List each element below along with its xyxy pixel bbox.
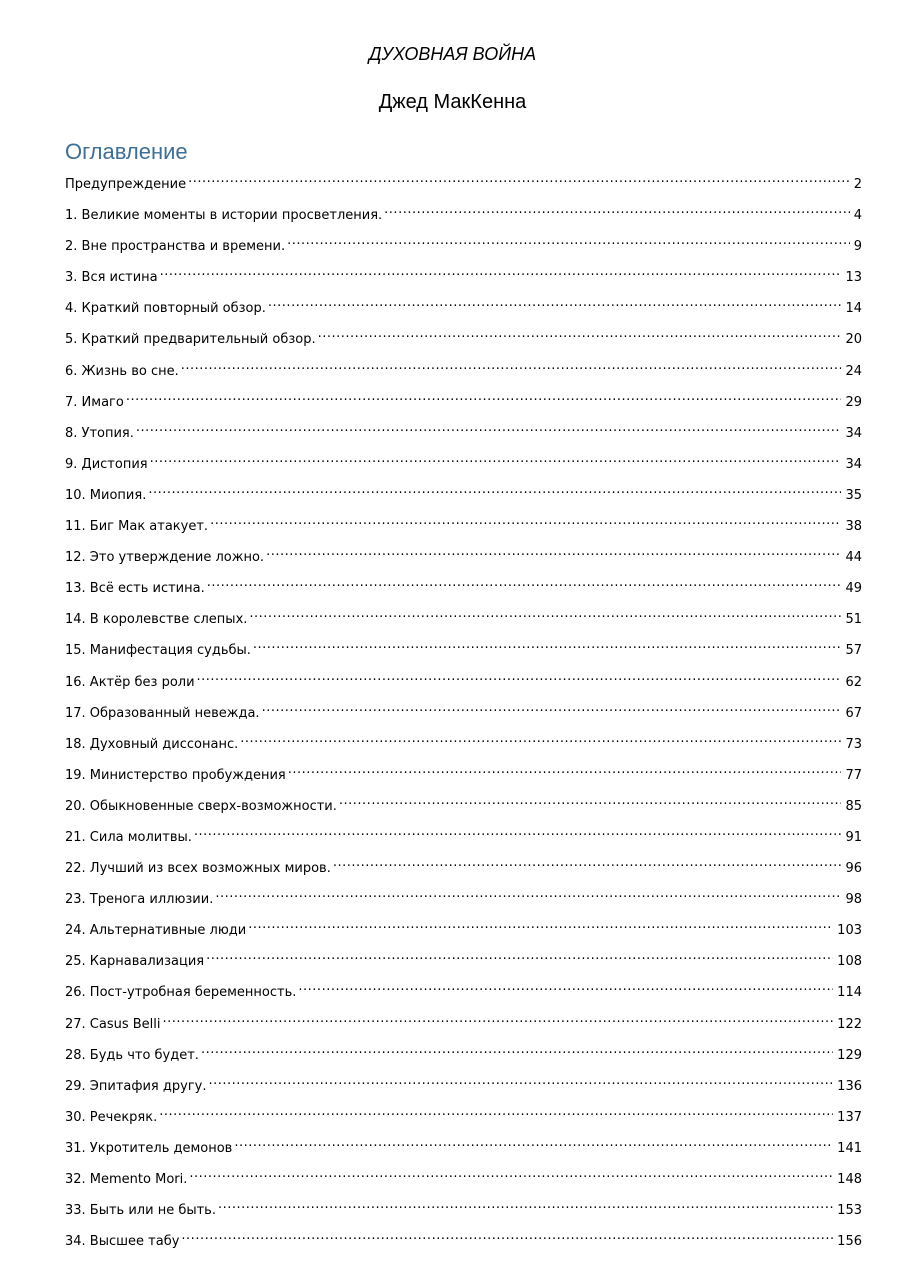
toc-entry-page-number: 44 <box>845 550 862 566</box>
toc-entry-page-number: 51 <box>845 612 862 628</box>
toc-entry[interactable] <box>65 1165 862 1196</box>
toc-entry-label: 16. Актёр без роли <box>65 674 195 690</box>
toc-dot-leader <box>136 419 842 437</box>
toc-entry-label: 17. Образованный невежда. <box>65 705 260 721</box>
toc-entry[interactable] <box>65 325 862 356</box>
toc-entry-page-number: 29 <box>845 394 862 410</box>
toc-entry[interactable] <box>65 1196 862 1227</box>
toc-entry-label: 11. Биг Мак атакует. <box>65 519 209 535</box>
toc-entry[interactable] <box>65 1072 862 1103</box>
document-author: Джед МакКенна <box>378 91 527 113</box>
toc-entry-page-number: 57 <box>845 643 862 659</box>
toc-dot-leader <box>201 1041 833 1059</box>
toc-entry-label: 32. Memento Mori. <box>65 1172 188 1187</box>
toc-dot-leader <box>268 294 842 312</box>
toc-entry-page-number: 9 <box>853 239 862 255</box>
toc-entry-label: 6. Жизнь во сне. <box>65 363 179 379</box>
toc-entry-label: 3. Вся истина <box>65 270 158 286</box>
toc-entry[interactable] <box>65 947 862 978</box>
toc-dot-leader <box>210 512 841 530</box>
toc-entry-page-number: 73 <box>845 736 862 752</box>
toc-entry-label: 2. Вне пространства и времени. <box>65 239 286 255</box>
toc-dot-leader <box>234 1134 833 1152</box>
toc-dot-leader <box>181 1227 833 1245</box>
toc-entry-page-number: 122 <box>837 1016 862 1032</box>
toc-entry[interactable] <box>65 543 862 574</box>
toc-entry[interactable] <box>65 1041 862 1072</box>
toc-dot-leader <box>159 1103 833 1121</box>
toc-entry[interactable] <box>65 232 862 263</box>
toc-dot-leader <box>215 885 841 903</box>
toc-dot-leader <box>150 450 842 468</box>
toc-dot-leader <box>206 947 833 965</box>
toc-dot-leader <box>160 263 842 281</box>
toc-entry-label: 28. Будь что будет. <box>65 1047 199 1063</box>
toc-entry-label: 19. Министерство пробуждения <box>65 767 286 783</box>
toc-list <box>65 170 862 1258</box>
toc-entry[interactable] <box>65 512 862 543</box>
toc-dot-leader <box>266 543 841 561</box>
toc-dot-leader <box>287 232 850 250</box>
toc-dot-leader <box>288 761 842 779</box>
toc-dot-leader <box>262 699 842 717</box>
toc-entry-label: Предупреждение <box>65 177 187 192</box>
toc-dot-leader <box>194 823 842 841</box>
toc-entry-label: 25. Карнавализация <box>65 954 205 970</box>
toc-heading: Оглавление <box>65 139 188 164</box>
toc-entry[interactable] <box>65 854 862 885</box>
toc-entry-label: 20. Обыкновенные сверх-возможности. <box>65 798 337 814</box>
toc-entry[interactable] <box>65 1010 862 1041</box>
toc-entry-page-number: 14 <box>845 301 862 317</box>
toc-entry-label: 14. В королевстве слепых. <box>65 612 248 628</box>
toc-entry-page-number: 129 <box>837 1047 862 1063</box>
toc-entry-label: 18. Духовный диссонанс. <box>65 736 239 752</box>
toc-entry[interactable] <box>65 201 862 232</box>
toc-entry-page-number: 77 <box>845 767 862 783</box>
toc-entry[interactable] <box>65 916 862 947</box>
toc-dot-leader <box>163 1010 834 1028</box>
toc-entry[interactable] <box>65 978 862 1009</box>
toc-entry-label: 33. Быть или не быть. <box>65 1203 216 1219</box>
toc-entry-label: 4. Краткий повторный обзор. <box>65 301 266 317</box>
toc-entry-label: 34. Высшее табу <box>65 1234 180 1250</box>
toc-entry[interactable] <box>65 636 862 667</box>
toc-entry-page-number: 148 <box>837 1172 862 1187</box>
toc-entry[interactable] <box>65 294 862 325</box>
toc-entry[interactable] <box>65 605 862 636</box>
toc-entry[interactable] <box>65 761 862 792</box>
toc-entry-label: 12. Это утверждение ложно. <box>65 550 265 566</box>
toc-dot-leader <box>253 636 842 654</box>
toc-entry-page-number: 98 <box>845 892 862 908</box>
toc-entry-label: 9. Дистопия <box>65 456 148 472</box>
toc-entry-label: 23. Тренога иллюзии. <box>65 892 214 908</box>
toc-entry-page-number: 24 <box>845 363 862 379</box>
toc-entry-label: 26. Пост-утробная беременность. <box>65 985 297 1001</box>
toc-dot-leader <box>189 1165 833 1183</box>
toc-entry-page-number: 156 <box>837 1234 862 1250</box>
toc-dot-leader <box>318 325 842 343</box>
toc-entry-page-number: 20 <box>845 332 862 348</box>
toc-dot-leader <box>218 1196 833 1214</box>
toc-entry-label: 8. Утопия. <box>65 425 134 441</box>
toc-entry-page-number: 91 <box>845 829 862 845</box>
toc-entry-page-number: 67 <box>845 705 862 721</box>
toc-dot-leader <box>207 574 842 592</box>
toc-dot-leader <box>126 388 842 406</box>
toc-entry-label: 21. Сила молитвы. <box>65 829 192 845</box>
toc-entry[interactable] <box>65 1134 862 1165</box>
toc-entry[interactable] <box>65 1103 862 1134</box>
toc-dot-leader <box>298 978 833 996</box>
toc-entry-label: 10. Миопия. <box>65 487 147 503</box>
toc-entry[interactable] <box>65 419 862 450</box>
toc-entry-label: 5. Краткий предварительный обзор. <box>65 332 316 348</box>
toc-entry[interactable] <box>65 388 862 419</box>
toc-dot-leader <box>240 730 841 748</box>
toc-entry[interactable] <box>65 263 862 294</box>
toc-entry-label: 30. Речекряк. <box>65 1109 158 1125</box>
toc-entry[interactable] <box>65 170 862 201</box>
toc-entry[interactable] <box>65 668 862 699</box>
toc-entry-page-number: 38 <box>845 519 862 535</box>
toc-entry[interactable] <box>65 699 862 730</box>
toc-entry[interactable] <box>65 574 862 605</box>
toc-dot-leader <box>208 1072 833 1090</box>
toc-entry-page-number: 103 <box>837 923 862 939</box>
toc-entry-page-number: 34 <box>845 456 862 472</box>
toc-dot-leader <box>384 201 850 219</box>
toc-dot-leader <box>248 916 833 934</box>
toc-entry-label: 31. Укротитель демонов <box>65 1140 233 1156</box>
document-title: ДУХОВНАЯ ВОЙНА <box>368 44 537 64</box>
toc-entry-page-number: 108 <box>837 954 862 970</box>
toc-entry-label: 24. Альтернативные люди <box>65 923 247 939</box>
toc-dot-leader <box>249 605 841 623</box>
toc-entry-label: 1. Великие моменты в истории просветления. <box>65 208 383 224</box>
toc-entry[interactable] <box>65 730 862 761</box>
toc-entry[interactable] <box>65 823 862 854</box>
toc-entry-label: 7. Имаго <box>65 394 124 410</box>
toc-entry-page-number: 13 <box>845 270 862 286</box>
toc-entry-page-number: 114 <box>837 985 862 1001</box>
toc-entry[interactable] <box>65 450 862 481</box>
toc-dot-leader <box>148 481 841 499</box>
toc-entry-label: 15. Манифестация судьбы. <box>65 643 251 659</box>
toc-entry-page-number: 35 <box>845 487 862 503</box>
toc-entry-label: 27. Casus Belli <box>65 1016 161 1032</box>
toc-entry-page-number: 136 <box>837 1078 862 1094</box>
toc-entry-page-number: 2 <box>853 177 862 192</box>
toc-entry[interactable] <box>65 481 862 512</box>
toc-dot-leader <box>339 792 842 810</box>
toc-entry-page-number: 141 <box>837 1140 862 1156</box>
toc-entry-page-number: 85 <box>845 798 862 814</box>
toc-dot-leader <box>197 668 842 686</box>
toc-entry-label: 29. Эпитафия другу. <box>65 1078 207 1094</box>
toc-entry-page-number: 34 <box>845 425 862 441</box>
toc-entry[interactable] <box>65 885 862 916</box>
toc-dot-leader <box>188 170 850 188</box>
toc-entry-label: 22. Лучший из всех возможных миров. <box>65 861 331 877</box>
toc-entry-page-number: 153 <box>837 1203 862 1219</box>
toc-entry-page-number: 137 <box>837 1109 862 1125</box>
toc-entry[interactable] <box>65 1227 862 1258</box>
toc-entry[interactable] <box>65 792 862 823</box>
toc-entry-page-number: 62 <box>845 674 862 690</box>
toc-dot-leader <box>181 357 842 375</box>
toc-entry-page-number: 4 <box>853 208 862 224</box>
toc-dot-leader <box>333 854 842 872</box>
toc-entry[interactable] <box>65 357 862 388</box>
toc-entry-page-number: 49 <box>845 581 862 597</box>
toc-entry-page-number: 96 <box>845 861 862 877</box>
toc-entry-label: 13. Всё есть истина. <box>65 581 205 597</box>
